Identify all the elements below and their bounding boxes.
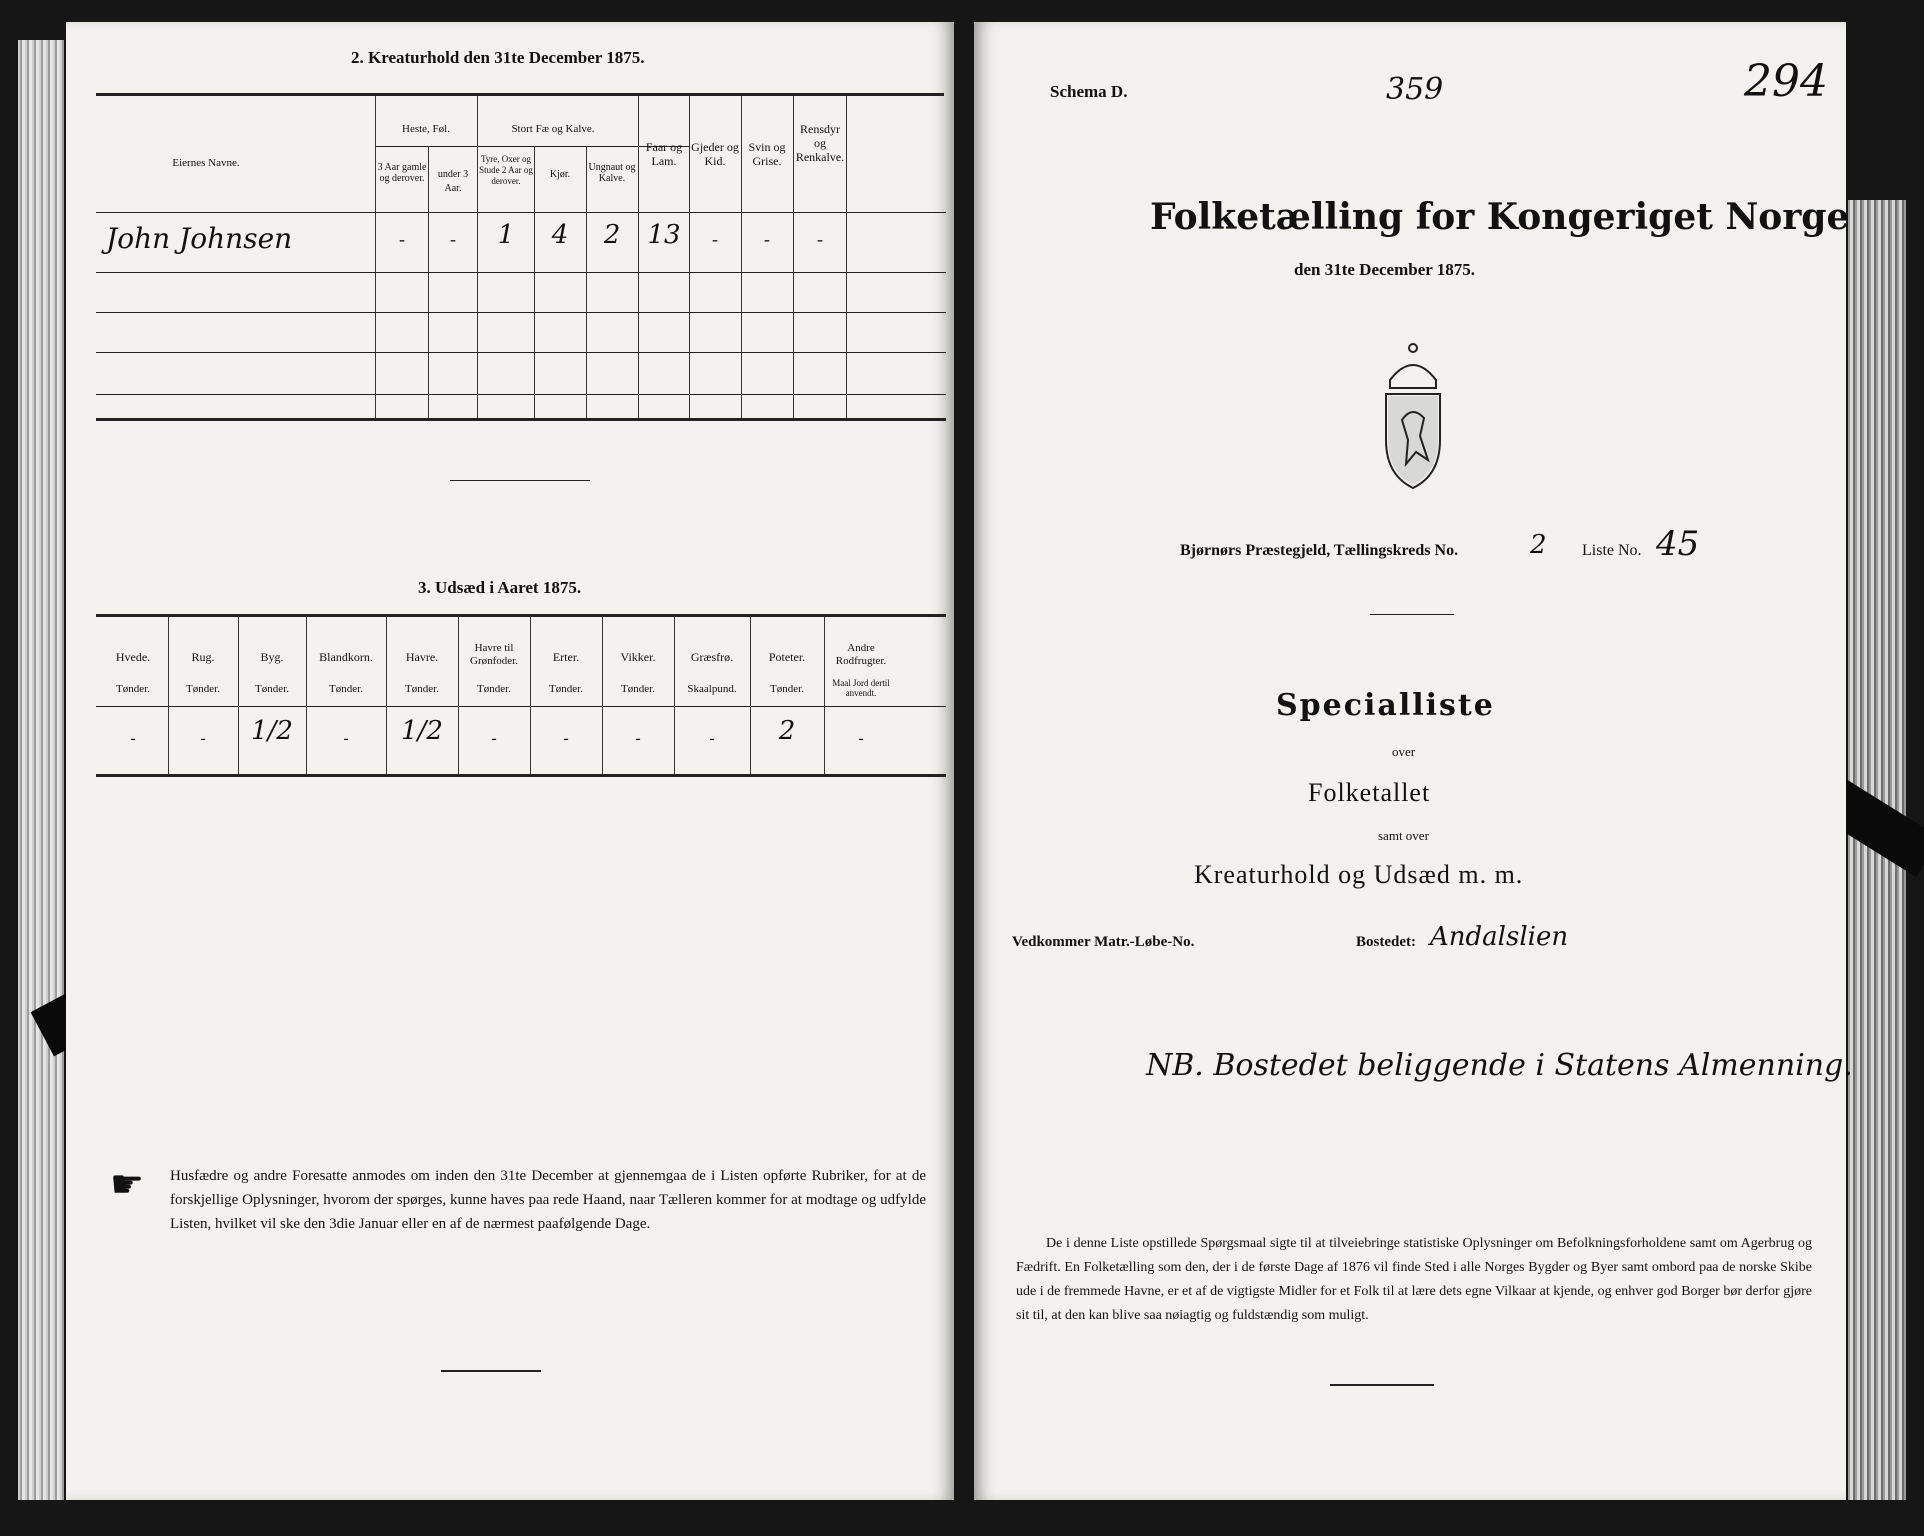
table-rule — [96, 93, 944, 96]
row-rule — [96, 394, 946, 395]
value-under3: - — [450, 229, 456, 249]
value-faar: 13 — [647, 220, 681, 250]
unit-byg: Tønder. — [255, 683, 289, 695]
col-rug: Rug. — [191, 650, 215, 664]
value-blandkorn: - — [343, 730, 349, 747]
col-graesfro: Græsfrø. — [690, 650, 734, 664]
col-svin: Svin og Grise. — [748, 140, 786, 168]
value-3aar: - — [399, 229, 405, 249]
value-rug: - — [200, 730, 206, 747]
unit-blandkorn: Tønder. — [329, 683, 363, 695]
col-poteter: Poteter. — [768, 650, 806, 664]
page-title: Folketælling for Kongeriget Norge — [1150, 196, 1850, 238]
unit-erter: Tønder. — [549, 683, 583, 695]
section3-title: 3. Udsæd i Aaret 1875. — [418, 578, 582, 597]
unit-hvede: Tønder. — [116, 683, 150, 695]
group-stort: Stort Fæ og Kalve. — [511, 123, 595, 135]
unit-havre: Tønder. — [405, 683, 439, 695]
value-hvede: - — [130, 730, 136, 747]
parish-label: Bjørnørs Præstegjeld, Tællingskreds No. — [1180, 542, 1459, 559]
col-divider — [477, 96, 478, 421]
col-divider — [168, 617, 169, 777]
pointing-hand-icon: ☛ — [110, 1164, 145, 1206]
col-vikker: Vikker. — [620, 650, 656, 664]
special-title: Specialliste — [1276, 688, 1495, 723]
col-divider — [306, 617, 307, 777]
value-kjor: 4 — [551, 220, 569, 250]
col-ungnaut: Ungnaut og Kalve. — [588, 162, 636, 184]
folio-number: 294 — [1744, 56, 1828, 107]
value-gjeder: - — [712, 229, 718, 249]
separator — [450, 480, 590, 481]
value-havre-gronfoder: - — [491, 730, 497, 747]
samt-over-text: samt over — [1378, 828, 1429, 843]
col-divider — [386, 617, 387, 777]
row-rule — [96, 352, 946, 353]
row-rule — [96, 272, 946, 273]
col-hvede: Hvede. — [115, 650, 151, 664]
bosted-label: Bostedet: — [1356, 934, 1416, 950]
col-3aar: 3 Aar gamle og derover. — [377, 162, 427, 184]
separator — [441, 1370, 541, 1372]
kreatur-text: Kreaturhold og Udsæd m. m. — [1194, 860, 1524, 889]
unit-andre-rodfrugter: Maal Jord dertil anvendt. — [832, 678, 890, 698]
col-divider — [674, 617, 675, 777]
unit-rug: Tønder. — [186, 683, 220, 695]
col-divider — [530, 617, 531, 777]
separator — [1370, 614, 1454, 615]
owner-header: Eiernes Navne. — [172, 157, 240, 169]
col-divider — [586, 146, 587, 421]
col-divider — [824, 617, 825, 777]
unit-havre-gronfoder: Tønder. — [477, 683, 511, 695]
col-havre: Havre. — [405, 650, 439, 664]
group-heste: Heste, Føl. — [402, 123, 450, 135]
value-havre: 1/2 — [401, 716, 443, 746]
col-under3: under 3 Aar. — [437, 169, 469, 194]
owner-name: John Johnsen — [106, 222, 293, 255]
ms-number: 359 — [1386, 72, 1444, 107]
col-faar: Faar og Lam. — [645, 140, 683, 168]
col-rensdyr: Rensdyr og Renkalve. — [795, 122, 845, 164]
table-rule — [96, 774, 946, 777]
liste-number: 45 — [1656, 524, 1700, 564]
liste-label: Liste No. — [1582, 542, 1642, 559]
separator — [1330, 1384, 1434, 1386]
unit-poteter: Tønder. — [770, 683, 804, 695]
col-divider — [458, 617, 459, 777]
kreds-number: 2 — [1530, 530, 1547, 560]
value-ungnaut: 2 — [603, 220, 621, 250]
value-poteter: 2 — [778, 716, 796, 746]
value-byg: 1/2 — [251, 716, 293, 746]
table-rule — [96, 418, 946, 421]
col-tyre: Tyre, Oxer og Stude 2 Aar og derover. — [479, 154, 533, 186]
over-text: over — [1392, 744, 1416, 759]
col-byg: Byg. — [260, 650, 284, 664]
bosted-value: Andalslien — [1430, 922, 1569, 952]
col-blandkorn: Blandkorn. — [319, 650, 373, 664]
value-rensdyr: - — [817, 229, 823, 249]
right-page — [974, 22, 1853, 1500]
col-divider — [534, 146, 535, 421]
header-rule — [96, 706, 946, 707]
unit-graesfro: Skaalpund. — [687, 683, 737, 695]
coat-of-arms-icon — [1372, 340, 1454, 490]
col-divider — [750, 617, 751, 777]
value-graesfro: - — [709, 730, 715, 747]
col-divider — [846, 96, 847, 421]
value-svin: - — [764, 229, 770, 249]
col-divider — [375, 96, 376, 421]
section2-title: 2. Kreaturhold den 31te December 1875. — [351, 48, 645, 67]
col-havre-gronfoder: Havre til Grønfoder. — [470, 642, 518, 667]
schema-label: Schema D. — [1050, 82, 1128, 101]
handwritten-note: NB. Bostedet beliggende i Statens Almenning. — [1146, 1048, 1853, 1083]
matr-label: Vedkommer Matr.-Løbe-No. — [1012, 934, 1195, 950]
table-rule — [96, 614, 946, 617]
col-erter: Erter. — [552, 650, 580, 664]
row-rule — [96, 312, 946, 313]
col-gjeder: Gjeder og Kid. — [691, 140, 739, 168]
value-vikker: - — [635, 730, 641, 747]
col-divider — [238, 617, 239, 777]
page-edges-left — [18, 40, 64, 1500]
subtitle-date: den 31te December 1875. — [1294, 260, 1475, 279]
header-rule — [96, 212, 946, 213]
col-kjor: Kjør. — [549, 169, 571, 180]
value-tyre: 1 — [497, 220, 515, 250]
col-andre-rodfrugter: Andre Rodfrugter. — [835, 642, 887, 667]
unit-vikker: Tønder. — [621, 683, 655, 695]
left-page — [66, 22, 954, 1500]
folketallet-text: Folketallet — [1308, 778, 1431, 807]
footer-text: De i denne Liste opstillede Spørgsmaal sigte til at tilveiebringe statistiske Oplysninger om Befolkningsforholdene samt om Agerbrug og Fædrift. En Folketælling som den, der i de første Dage af 1876 vil finde Sted i alle Norges Bygder og Byer samt ombord paa de norske Skibe ude i de fremmede Havne, er et af de vigtigste Midler for et Folk til at lære dets egne Vilkaar at kjende, og enhver god Borger bør derfor gjøre sit til, at den kan blive saa nøiagtig og fuldstændig som muligt. — [1016, 1236, 1812, 1323]
col-divider — [602, 617, 603, 777]
notice-text: Husfædre og andre Foresatte anmodes om inden den 31te December at gjennemgaa de i Listen opførte Rubriker, for at de forskjellige Oplysninger, hvorom der spørges, kunne haves paa rede Haand, naar Tælleren kommer for at modtage og udfylde Listen, hvilket vil ske den 3die Januar eller en af de nærmest paafølgende Dage. — [170, 1168, 926, 1232]
value-erter: - — [563, 730, 569, 747]
value-andre-rodfrugter: - — [858, 730, 864, 747]
